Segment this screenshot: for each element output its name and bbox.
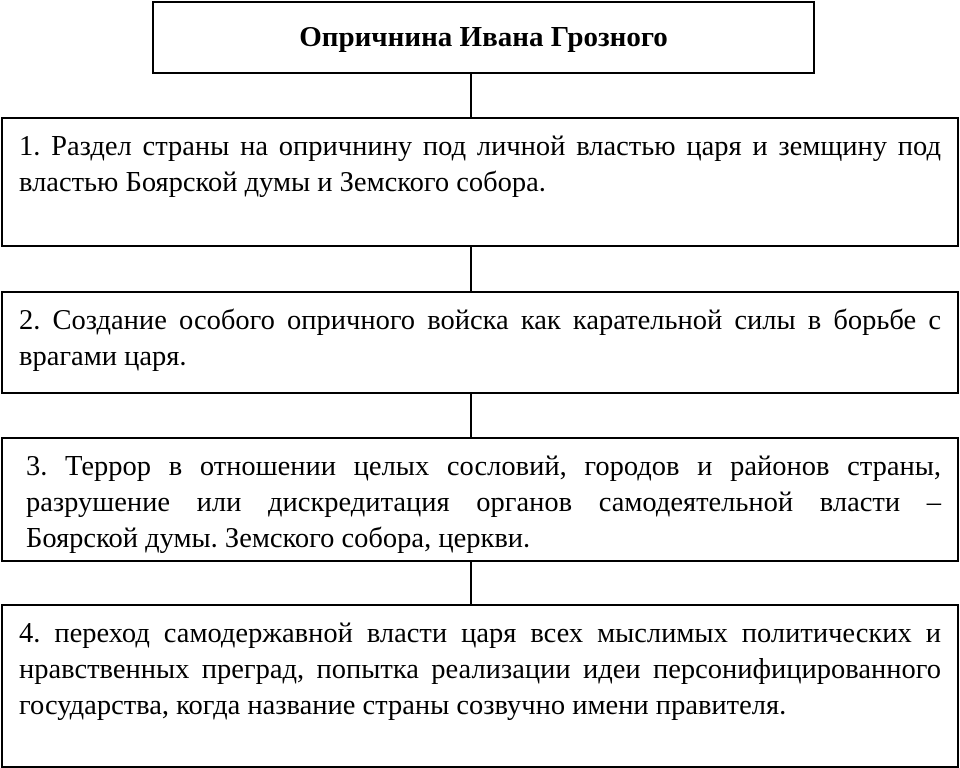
- step-box-1: [1, 117, 959, 247]
- step-text-3: 3. Террор в отношении целых сословий, городов и районов страны, разрушение или дискредитация органов самодеятельной власти – Боярской думы. Земского собора, церкви.: [26, 451, 941, 554]
- connector-line: [470, 394, 472, 437]
- step-text-4: 4. переход самодержавной власти царя всех мыслимых политических и нравственных преград, попытка реализации идеи персонифицированного государства, когда название страны созвучно имени правителя.: [19, 618, 941, 721]
- step-text-1: 1. Раздел страны на опричнину под личной властью царя и земщину под властью Боярской думы и Земского собора.: [19, 131, 941, 198]
- step-text-2: 2. Создание особого опричного войска как карательной силы в борьбе с врагами царя.: [19, 305, 941, 372]
- step-box-3: [1, 437, 959, 562]
- step-box-4: [1, 604, 959, 768]
- step-box-2: [1, 291, 959, 394]
- connector-line: [470, 562, 472, 604]
- connector-line: [470, 74, 472, 117]
- diagram-title: Опричнина Ивана Грозного: [299, 21, 668, 53]
- connector-line: [470, 247, 472, 291]
- diagram-title-box: [152, 1, 815, 74]
